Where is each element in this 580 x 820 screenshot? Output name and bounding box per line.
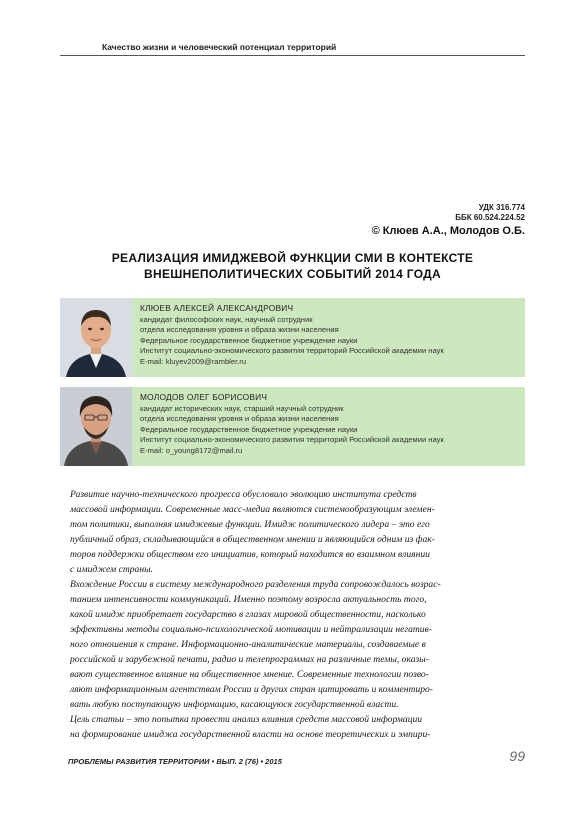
author-info-kluyev bbox=[132, 298, 444, 377]
abstract-line: российской и зарубежной печати, радио и телепрограммах на различные темы, оказы- bbox=[70, 654, 429, 665]
author-institution-type: Федеральное государственное бюджетное учреждение науки bbox=[140, 424, 358, 434]
author-name: КЛЮЕВ АЛЕКСЕЙ АЛЕКСАНДРОВИЧ bbox=[140, 303, 294, 313]
page-number: 99 bbox=[509, 748, 525, 764]
abstract-line: Вхождение России в систему международного разделения труда сопровождалось возрас- bbox=[70, 579, 441, 590]
portrait-image bbox=[60, 387, 132, 466]
abstract-line: с имиджем страны. bbox=[70, 564, 153, 575]
copyright-authors: © Клюев А.А., Молодов О.Б. bbox=[371, 225, 525, 237]
header-divider bbox=[60, 55, 525, 56]
author-photo-kluyev bbox=[60, 298, 132, 377]
author-institute: Институт социально-экономического развития территорий Российской академии наук bbox=[140, 346, 444, 356]
author-email: E-mail: o_young8172@mail.ru bbox=[140, 445, 243, 455]
abstract bbox=[70, 487, 520, 742]
abstract-line: торов поддержки обществом его инициатив, который находится во взаимном влиянии bbox=[70, 549, 430, 560]
abstract-line: массовой информации. Современные масс-медиа являются системообразующим элемен- bbox=[70, 504, 435, 515]
abstract-line: ного отношения к стране. Информационно-аналитические материалы, создаваемые в bbox=[70, 639, 426, 650]
abstract-line: Цель статьи – это попытка провести анализ влияния средств массовой информации bbox=[70, 714, 423, 725]
abstract-line: том политики, выполняя имиджевые функции. Имидж политического лидера – это его bbox=[70, 519, 430, 530]
portrait-image bbox=[60, 298, 132, 377]
author-degree: кандидат исторических наук, старший научный сотрудник bbox=[140, 403, 344, 413]
abstract-line: публичный образ, складывающийся в общественном мнении и являющийся одним из фак- bbox=[70, 534, 435, 545]
author-card-molodov bbox=[60, 387, 525, 466]
bbk-code: ББК 60.524.224.52 bbox=[455, 213, 525, 222]
author-name: МОЛОДОВ ОЛЕГ БОРИСОВИЧ bbox=[140, 392, 268, 402]
author-card-kluyev bbox=[60, 298, 525, 377]
article-title-line-2: ВНЕШНЕПОЛИТИЧЕСКИХ СОБЫТИЙ 2014 ГОДА bbox=[144, 267, 441, 281]
udk-code: УДК 316.774 bbox=[478, 203, 525, 212]
author-degree: кандидат философских наук, научный сотрудник bbox=[140, 314, 313, 324]
abstract-line: вать любую поступающую информацию, касающуюся государственной власти. bbox=[70, 699, 399, 710]
author-institution-type: Федеральное государственное бюджетное учреждение науки bbox=[140, 335, 358, 345]
journal-footer: ПРОБЛЕМЫ РАЗВИТИЯ ТЕРРИТОРИИ • ВЫП. 2 (76) • 2015 bbox=[68, 757, 282, 766]
author-email: E-mail: kluyev2009@rambler.ru bbox=[140, 356, 247, 366]
abstract-line: Развитие научно-технического прогресса обусловило эволюцию института средств bbox=[70, 489, 417, 500]
abstract-line: эффективны методы социально-психологической мотивации и нейтрализации негатив- bbox=[70, 624, 432, 635]
author-institute: Институт социально-экономического развития территорий Российской академии наук bbox=[140, 435, 444, 445]
article-title-line-1: РЕАЛИЗАЦИЯ ИМИДЖЕВОЙ ФУНКЦИИ СМИ В КОНТЕКСТЕ bbox=[111, 251, 474, 265]
author-department: отдела исследования уровня и образа жизни населения bbox=[140, 325, 339, 335]
running-header: Качество жизни и человеческий потенциал территорий bbox=[102, 42, 337, 52]
author-info-molodov bbox=[132, 387, 444, 466]
abstract-line: ляют информационным агентствам России и других стран цитировать и комментиро- bbox=[70, 684, 433, 695]
author-department: отдела исследования уровня и образа жизни населения bbox=[140, 414, 339, 424]
author-photo-molodov bbox=[60, 387, 132, 466]
article-title bbox=[60, 250, 525, 282]
abstract-line: вают существенное влияние на общественное мнение. Современные технологии позво- bbox=[70, 669, 429, 680]
abstract-line: на формирование имиджа государственной власти на основе теоретических и эмпири- bbox=[70, 729, 431, 740]
abstract-line: какой имидж приобретает государство в глазах мировой общественности, насколько bbox=[70, 609, 426, 620]
abstract-line: танием интенсивности коммуникаций. Именно поэтому возросла актуальность того, bbox=[70, 594, 427, 605]
